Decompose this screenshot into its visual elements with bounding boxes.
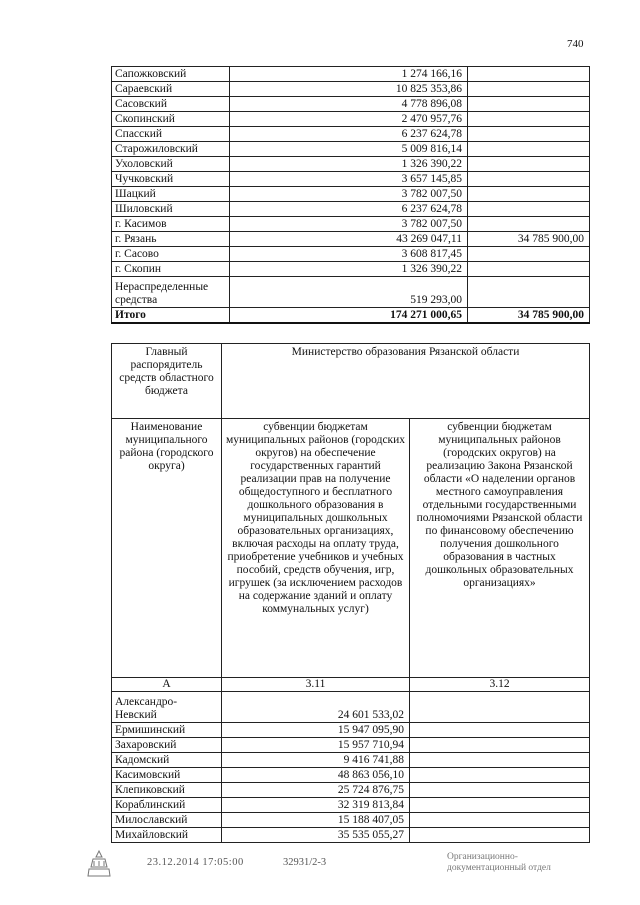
district-name-cell: г. Сасово [112,247,230,262]
district-name-cell: Шиловский [112,202,230,217]
table-row [112,723,590,738]
amount-cell: 3 657 145,85 [230,172,468,187]
amount-cell: 1 326 390,22 [230,262,468,277]
district-name-cell: Кадомский [112,753,222,768]
stamp-emblem-icon [86,849,112,879]
amount-cell: 6 237 624,78 [230,127,468,142]
index-3-11: 3.11 [222,678,410,692]
amount-cell [410,783,590,798]
amount-cell [410,828,590,843]
amount-cell [468,157,590,172]
page-number: 740 [567,38,584,50]
amount-cell [468,247,590,262]
amount-cell: 48 863 056,10 [222,768,410,783]
amount-cell: 15 188 407,05 [222,813,410,828]
header-row-ministry [112,344,590,419]
header-ministry: Министерство образования Рязанской области [222,344,590,419]
amount-cell [410,798,590,813]
amount-cell: 32 319 813,84 [222,798,410,813]
table-row [112,262,590,277]
index-row [112,678,590,692]
amount-cell: 9 416 741,88 [222,753,410,768]
table-row [112,768,590,783]
amount-cell [410,723,590,738]
table-row [112,828,590,843]
amount-cell [468,202,590,217]
amount-cell [468,262,590,277]
district-name-cell: Ухоловский [112,157,230,172]
amount-cell: 2 470 957,76 [230,112,468,127]
district-name-cell: Сапожковский [112,67,230,82]
table-row [112,232,590,247]
total-row [112,308,590,324]
district-name-cell: Старожиловский [112,142,230,157]
amount-cell [468,172,590,187]
amount-cell [410,738,590,753]
stamp-department: Организационно-документационный отдел [447,852,551,873]
amount-cell [468,187,590,202]
amount-cell: 24 601 533,02 [222,692,410,723]
table-row [112,692,590,723]
amount-cell: 6 237 624,78 [230,202,468,217]
amount-cell: 1 274 166,16 [230,67,468,82]
header-col-3-11: субвенции бюджетам муниципальных районов (городских округов) на обеспечение государственных гарантий реализации прав на получение общедоступного и бесплатного дошкольного образования в муниципальных дошкольных образовательных организациях, включая расходы на оплату труда, приобретение учебников и учебных пособий, средств обучения, игр, игрушек (за исключением расходов на содержание зданий и оплату коммунальных услуг) [222,419,410,678]
total-amount: 174 271 000,65 [230,308,468,324]
allocation-table-education [111,343,590,843]
amount-cell: 519 293,00 [230,277,468,308]
amount-cell [468,217,590,232]
allocation-table-continued [111,66,590,324]
district-name-cell: г. Рязань [112,232,230,247]
district-name-cell: Сасовский [112,97,230,112]
total-amount: 34 785 900,00 [468,308,590,324]
stamp-code: 32931/2-3 [283,857,327,868]
table-row [112,738,590,753]
district-name-cell: Клепиковский [112,783,222,798]
amount-cell [468,82,590,97]
district-name-cell: Милославский [112,813,222,828]
district-name-cell: Спасский [112,127,230,142]
amount-cell: 10 825 353,86 [230,82,468,97]
table-row [112,753,590,768]
table-row [112,217,590,232]
header-main-administrator: Главный распорядитель средств областного бюджета [112,344,222,419]
district-name-cell: Захаровский [112,738,222,753]
amount-cell [468,127,590,142]
amount-cell [468,112,590,127]
table-row [112,157,590,172]
table-row [112,798,590,813]
header-row-columns [112,419,590,678]
amount-cell: 3 782 007,50 [230,217,468,232]
amount-cell: 1 326 390,22 [230,157,468,172]
table-row [112,813,590,828]
district-name-cell: Кораблинский [112,798,222,813]
district-name-cell: Ермишинский [112,723,222,738]
amount-cell [468,277,590,308]
table-row [112,67,590,82]
amount-cell [410,768,590,783]
header-col-3-12: субвенции бюджетам муниципальных районов (городских округов) на реализацию Закона Рязанской области «О наделении органов местного самоуправления отдельными государственными полномочиями Рязанской области по финансовому обеспечению получения дошкольного образования в частных дошкольных образовательных организациях» [410,419,590,678]
table-row [112,172,590,187]
table-row [112,112,590,127]
amount-cell [410,813,590,828]
amount-cell: 15 957 710,94 [222,738,410,753]
district-name-cell: Касимовский [112,768,222,783]
amount-cell: 43 269 047,11 [230,232,468,247]
index-3-12: 3.12 [410,678,590,692]
amount-cell: 4 778 896,08 [230,97,468,112]
amount-cell: 3 608 817,45 [230,247,468,262]
amount-cell [468,97,590,112]
amount-cell: 35 535 055,27 [222,828,410,843]
table-row [112,202,590,217]
table-row [112,187,590,202]
table-row [112,127,590,142]
district-name-cell: Чучковский [112,172,230,187]
amount-cell: 34 785 900,00 [468,232,590,247]
amount-cell: 5 009 816,14 [230,142,468,157]
district-name-cell: Сараевский [112,82,230,97]
district-name-cell: Нераспределенные средства [112,277,230,308]
amount-cell: 25 724 876,75 [222,783,410,798]
amount-cell [410,692,590,723]
district-name-cell: Михайловский [112,828,222,843]
total-label: Итого [112,308,230,324]
district-name-cell: Александро-Невский [112,692,222,723]
amount-cell [410,753,590,768]
index-a: А [112,678,222,692]
header-district-name: Наименование муниципального района (городского округа) [112,419,222,678]
table-row [112,247,590,262]
stamp-date: 23.12.2014 17:05:00 [147,857,244,868]
amount-cell [468,142,590,157]
amount-cell [468,67,590,82]
table-row [112,277,590,308]
amount-cell: 3 782 007,50 [230,187,468,202]
table-row [112,82,590,97]
district-name-cell: Шацкий [112,187,230,202]
district-name-cell: г. Касимов [112,217,230,232]
table-row [112,142,590,157]
district-name-cell: г. Скопин [112,262,230,277]
amount-cell: 15 947 095,90 [222,723,410,738]
district-name-cell: Скопинский [112,112,230,127]
table-row [112,783,590,798]
table-row [112,97,590,112]
